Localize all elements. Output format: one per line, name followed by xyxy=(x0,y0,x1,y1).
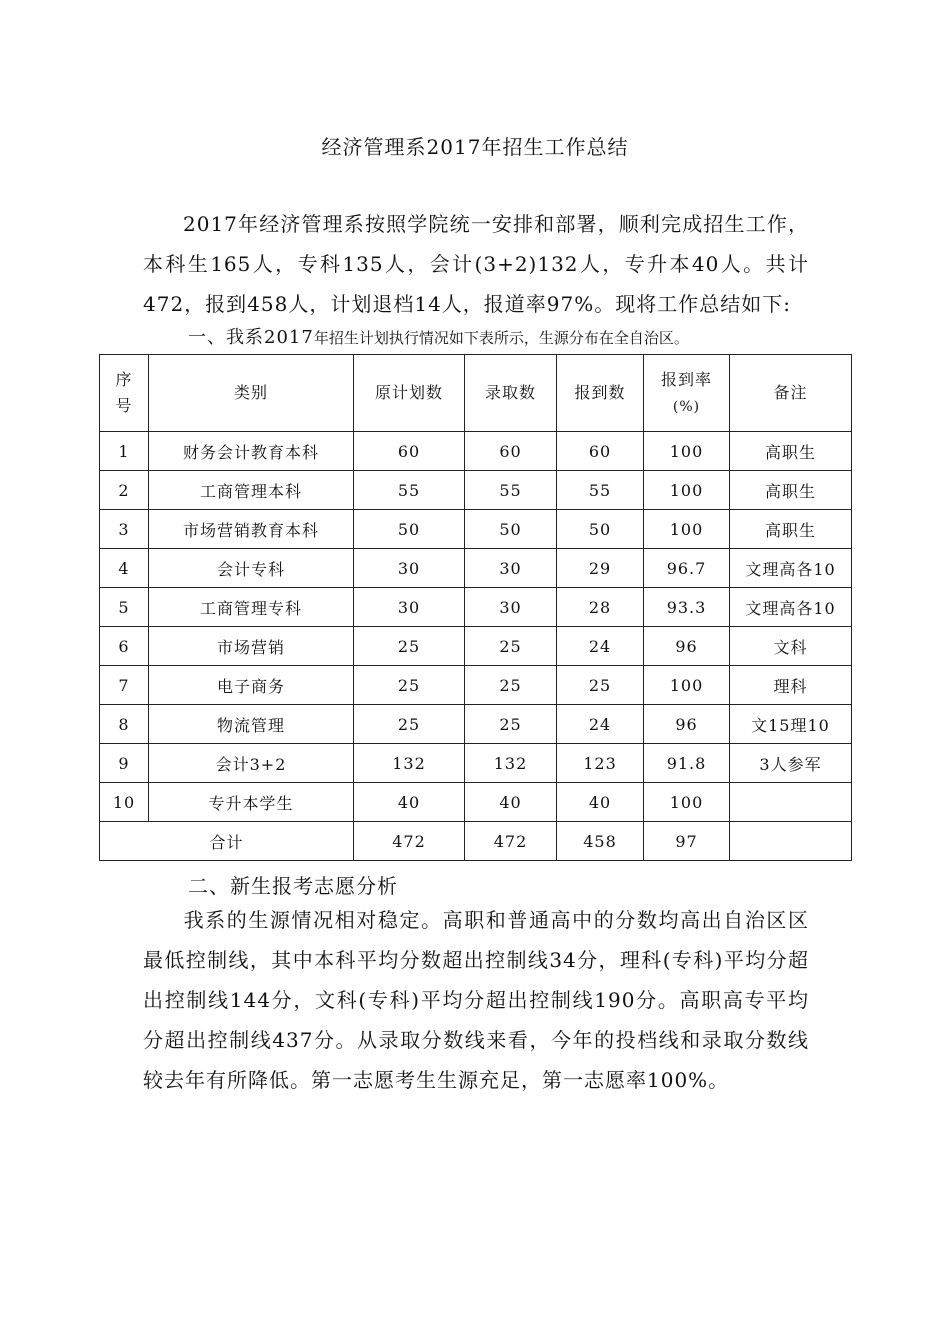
cell-reported: 28 xyxy=(557,588,644,627)
table-row xyxy=(100,471,852,510)
cell-planned: 25 xyxy=(354,705,465,744)
cell-category: 电子商务 xyxy=(149,666,354,705)
total-admitted: 472 xyxy=(465,822,557,861)
cell-planned: 30 xyxy=(354,588,465,627)
cell-reported: 60 xyxy=(557,432,644,471)
total-reported: 458 xyxy=(557,822,644,861)
enrollment-table xyxy=(99,354,852,861)
cell-planned: 60 xyxy=(354,432,465,471)
cell-notes: 文15理10 xyxy=(730,705,852,744)
cell-notes: 高职生 xyxy=(730,510,852,549)
cell-category: 市场营销教育本科 xyxy=(149,510,354,549)
cell-admitted: 30 xyxy=(465,588,557,627)
cell-reported: 29 xyxy=(557,549,644,588)
cell-seq: 2 xyxy=(100,471,149,510)
cell-reported: 123 xyxy=(557,744,644,783)
cell-admitted: 25 xyxy=(465,627,557,666)
total-rate: 97 xyxy=(644,822,730,861)
cell-admitted: 30 xyxy=(465,549,557,588)
section2-heading: 二、新生报考志愿分析 xyxy=(188,874,398,898)
cell-rate: 100 xyxy=(644,666,730,705)
cell-planned: 25 xyxy=(354,666,465,705)
header-planned: 原计划数 xyxy=(354,355,465,432)
table-row xyxy=(100,744,852,783)
table-row xyxy=(100,666,852,705)
cell-admitted: 25 xyxy=(465,666,557,705)
cell-reported: 40 xyxy=(557,783,644,822)
cell-rate: 100 xyxy=(644,510,730,549)
table-row xyxy=(100,627,852,666)
cell-rate: 91.8 xyxy=(644,744,730,783)
cell-notes: 高职生 xyxy=(730,471,852,510)
page-title: 经济管理系2017年招生工作总结 xyxy=(321,135,629,159)
section1-caption xyxy=(188,325,689,351)
table-row xyxy=(100,549,852,588)
section1-prefix: 一、我系2017 xyxy=(188,327,314,348)
cell-notes: 高职生 xyxy=(730,432,852,471)
cell-planned: 132 xyxy=(354,744,465,783)
cell-category: 专升本学生 xyxy=(149,783,354,822)
table-header-row xyxy=(100,355,852,432)
header-category: 类别 xyxy=(149,355,354,432)
cell-admitted: 60 xyxy=(465,432,557,471)
cell-category: 工商管理专科 xyxy=(149,588,354,627)
total-label: 合计 xyxy=(100,822,354,861)
cell-category: 市场营销 xyxy=(149,627,354,666)
section2-text: 我系的生源情况相对稳定。高职和普通高中的分数均高出自治区区最低控制线，其中本科平均分数超出控制线34分，理科(专科)平均分超出控制线144分，文科(专科)平均分超出控制线190分。高职高专平均分超出控制线437分。从录取分数线来看，今年的投档线和录取分数线较去年有所降低。第一志愿考生生源充足，第一志愿率100%。 xyxy=(143,908,809,1092)
cell-admitted: 132 xyxy=(465,744,557,783)
cell-reported: 24 xyxy=(557,627,644,666)
cell-seq: 9 xyxy=(100,744,149,783)
cell-rate: 93.3 xyxy=(644,588,730,627)
intro-paragraph xyxy=(143,204,809,324)
cell-reported: 25 xyxy=(557,666,644,705)
cell-reported: 55 xyxy=(557,471,644,510)
cell-category: 财务会计教育本科 xyxy=(149,432,354,471)
cell-planned: 40 xyxy=(354,783,465,822)
cell-rate: 96.7 xyxy=(644,549,730,588)
cell-planned: 55 xyxy=(354,471,465,510)
intro-text: 2017年经济管理系按照学院统一安排和部署，顺利完成招生工作，本科生165人，专科135人，会计(3+2)132人，专升本40人。共计472，报到458人，计划退档14人，报道率97%。现将工作总结如下: xyxy=(143,212,809,316)
cell-admitted: 25 xyxy=(465,705,557,744)
cell-rate: 100 xyxy=(644,471,730,510)
header-rate: 报到率 (%) xyxy=(644,355,730,432)
cell-reported: 50 xyxy=(557,510,644,549)
cell-notes: 文科 xyxy=(730,627,852,666)
cell-category: 会计3+2 xyxy=(149,744,354,783)
cell-seq: 1 xyxy=(100,432,149,471)
table-row xyxy=(100,432,852,471)
table-row xyxy=(100,783,852,822)
cell-seq: 5 xyxy=(100,588,149,627)
total-planned: 472 xyxy=(354,822,465,861)
table-row xyxy=(100,588,852,627)
cell-notes xyxy=(730,783,852,822)
header-seq: 序 号 xyxy=(100,355,149,432)
header-notes: 备注 xyxy=(730,355,852,432)
cell-rate: 96 xyxy=(644,705,730,744)
cell-seq: 3 xyxy=(100,510,149,549)
header-reported: 报到数 xyxy=(557,355,644,432)
section2-paragraph xyxy=(143,900,809,1100)
cell-seq: 8 xyxy=(100,705,149,744)
cell-rate: 96 xyxy=(644,627,730,666)
cell-planned: 25 xyxy=(354,627,465,666)
cell-admitted: 50 xyxy=(465,510,557,549)
cell-notes: 文理高各10 xyxy=(730,549,852,588)
cell-admitted: 55 xyxy=(465,471,557,510)
cell-notes: 理科 xyxy=(730,666,852,705)
header-admitted: 录取数 xyxy=(465,355,557,432)
cell-rate: 100 xyxy=(644,432,730,471)
table-row xyxy=(100,705,852,744)
section1-rest: 年招生计划执行情况如下表所示，生源分布在全自治区。 xyxy=(313,329,689,347)
cell-rate: 100 xyxy=(644,783,730,822)
table-row xyxy=(100,510,852,549)
cell-seq: 4 xyxy=(100,549,149,588)
cell-category: 会计专科 xyxy=(149,549,354,588)
cell-admitted: 40 xyxy=(465,783,557,822)
cell-notes: 3人参军 xyxy=(730,744,852,783)
cell-planned: 50 xyxy=(354,510,465,549)
cell-reported: 24 xyxy=(557,705,644,744)
cell-seq: 10 xyxy=(100,783,149,822)
total-notes xyxy=(730,822,852,861)
cell-category: 工商管理本科 xyxy=(149,471,354,510)
table-total-row xyxy=(100,822,852,861)
cell-notes: 文理高各10 xyxy=(730,588,852,627)
cell-seq: 6 xyxy=(100,627,149,666)
cell-seq: 7 xyxy=(100,666,149,705)
cell-category: 物流管理 xyxy=(149,705,354,744)
cell-planned: 30 xyxy=(354,549,465,588)
